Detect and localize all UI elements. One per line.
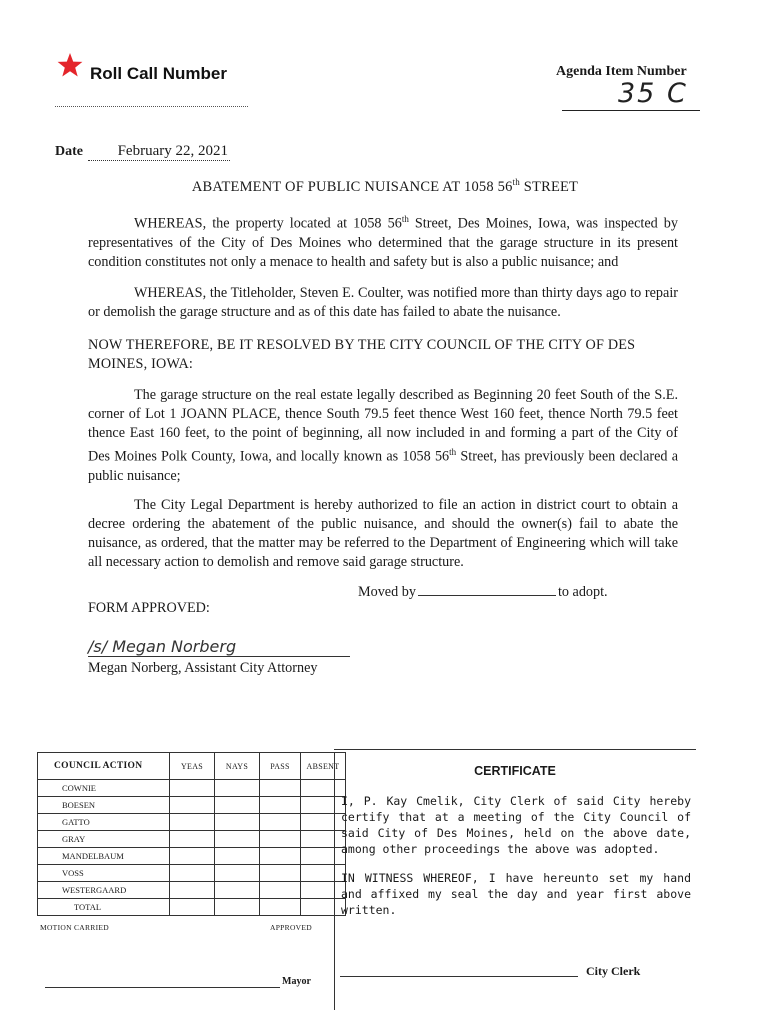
vote-cell <box>301 831 346 848</box>
mayor-label: Mayor <box>282 976 311 987</box>
whereas-paragraph-1: WHEREAS, the property located at 1058 56th Street, Des Moines, Iowa, was inspected by representatives of the City of Des Moines who determined that the garage structure in its present condition constitutes not only a menace to health and safety but is also a public nuisance; and <box>88 214 678 270</box>
header-pass: PASS <box>260 753 301 780</box>
vote-cell <box>301 814 346 831</box>
form-approved-label: FORM APPROVED: <box>88 600 210 616</box>
roll-call-label: Roll Call Number <box>90 64 227 83</box>
vote-cell <box>301 882 346 899</box>
table-row <box>38 865 346 882</box>
document-title: ABATEMENT OF PUBLIC NUISANCE AT 1058 56th STREET <box>191 177 579 195</box>
whereas-paragraph-2: WHEREAS, the Titleholder, Steven E. Coulter, was notified more than thirty days ago to repair or demolish the garage structure and as of this date has failed to abate the nuisance. <box>88 285 678 320</box>
roll-call-number-field <box>55 106 248 107</box>
resolution-paragraph-1: The garage structure on the real estate legally described as Beginning 20 feet South of the S.E. corner of Lot 1 JOANN PLACE, thence South 79.5 feet thence West 160 feet, thence North 79.5 feet thence East 160 feet, to the point of beginning, all now included in and forming a part of the City of Des Moines Polk County, Iowa, and locally known as 1058 56th Street, has previously been declared a public nuisance; <box>88 387 678 484</box>
vote-cell <box>260 899 301 916</box>
member-name: GATTO <box>38 814 170 831</box>
certificate-top-rule <box>334 749 696 750</box>
member-name: WESTERGAARD <box>38 882 170 899</box>
vote-cell <box>301 865 346 882</box>
vote-cell <box>215 831 260 848</box>
vote-cell <box>170 831 215 848</box>
member-name: COWNIE <box>38 780 170 797</box>
vote-cell <box>301 848 346 865</box>
table-row <box>38 780 346 797</box>
motion-carried-label: MOTION CARRIED <box>40 923 109 932</box>
table-row <box>38 814 346 831</box>
vote-cell <box>260 780 301 797</box>
member-name: MANDELBAUM <box>38 848 170 865</box>
mayor-signature-line <box>45 987 280 988</box>
table-row <box>38 797 346 814</box>
vote-cell <box>301 780 346 797</box>
member-name: VOSS <box>38 865 170 882</box>
council-action-table <box>37 752 346 916</box>
vote-cell <box>301 797 346 814</box>
certificate-text-1: I, P. Kay Cmelik, City Clerk of said City hereby certify that at a meeting of the City Council of said City of Des Moines, held on the above date, among other proceedings the above was adopted. <box>341 794 691 856</box>
certificate-text-2: IN WITNESS WHEREOF, I have hereunto set my hand and affixed my seal the day and year first above written. <box>341 871 691 917</box>
vote-cell <box>170 865 215 882</box>
agenda-item-number: 35 C <box>618 78 688 109</box>
vote-cell <box>215 865 260 882</box>
clerk-signature-line <box>340 976 578 977</box>
date-label: Date <box>55 144 83 159</box>
vote-cell <box>260 882 301 899</box>
vote-cell <box>260 865 301 882</box>
vote-cell <box>215 848 260 865</box>
header-nays: NAYS <box>215 753 260 780</box>
vote-cell <box>215 780 260 797</box>
header-absent: ABSENT <box>301 753 346 780</box>
vote-cell <box>215 899 260 916</box>
table-row <box>38 882 346 899</box>
star-icon <box>57 50 83 80</box>
resolved-clause: NOW THEREFORE, BE IT RESOLVED BY THE CITY COUNCIL OF THE CITY OF DES MOINES, IOWA: <box>88 337 636 372</box>
table-total-row <box>38 899 346 916</box>
city-clerk-label: City Clerk <box>586 964 641 978</box>
vote-cell <box>215 814 260 831</box>
date-value: February 22, 2021 <box>88 143 230 161</box>
attorney-name: Megan Norberg, Assistant City Attorney <box>88 660 318 676</box>
vote-cell <box>215 882 260 899</box>
certificate-divider <box>334 752 335 1010</box>
vote-cell <box>260 831 301 848</box>
table-header-row <box>38 753 346 780</box>
vote-cell <box>301 899 346 916</box>
approved-label: APPROVED <box>270 923 312 932</box>
vote-cell <box>170 882 215 899</box>
vote-cell <box>260 814 301 831</box>
vote-cell <box>170 814 215 831</box>
member-name: BOESEN <box>38 797 170 814</box>
vote-cell <box>215 797 260 814</box>
member-name: GRAY <box>38 831 170 848</box>
resolution-paragraph-2: The City Legal Department is hereby authorized to file an action in district court to obtain a decree ordering the abatement of the public nuisance, and should the owner(s) fail to abate the nuisance, as ordered, that the matter may be referred to the Department of Engineering which will take all necessary action to demolish and remove said garage structure. <box>88 497 678 570</box>
header-council-action: COUNCIL ACTION <box>38 753 170 780</box>
moved-by-field <box>418 595 556 596</box>
header-yeas: YEAS <box>170 753 215 780</box>
total-label: TOTAL <box>38 899 170 916</box>
vote-cell <box>170 797 215 814</box>
vote-cell <box>170 899 215 916</box>
certificate-title: CERTIFICATE <box>474 764 556 778</box>
table-row <box>38 831 346 848</box>
moved-by-line: Moved by to adopt. <box>358 584 608 600</box>
vote-cell <box>170 780 215 797</box>
table-row <box>38 848 346 865</box>
agenda-number-underline <box>562 110 700 111</box>
agenda-item-label: Agenda Item Number <box>556 64 687 79</box>
vote-cell <box>260 848 301 865</box>
vote-cell <box>260 797 301 814</box>
attorney-signature: /s/ Megan Norberg <box>88 637 350 657</box>
vote-cell <box>170 848 215 865</box>
